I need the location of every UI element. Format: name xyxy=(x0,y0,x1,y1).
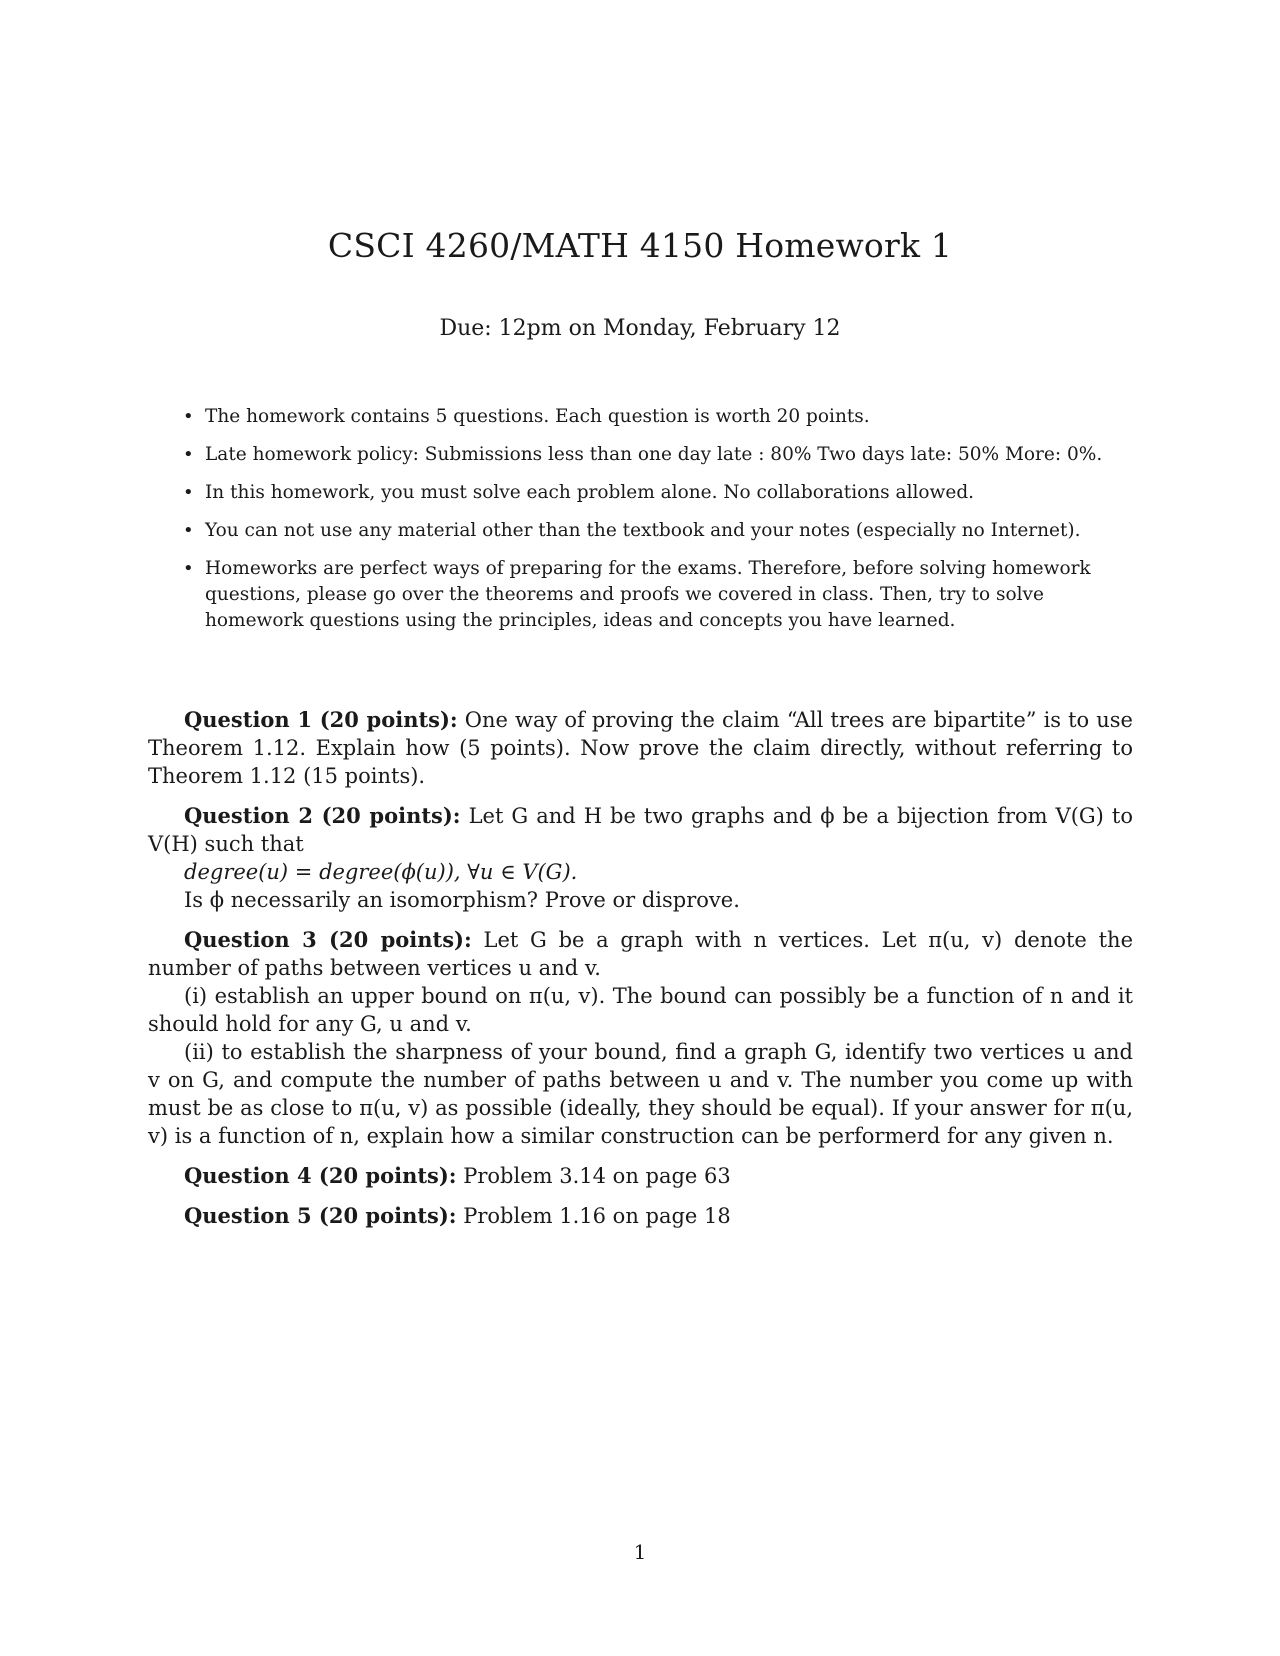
question-text: Problem 3.14 on page 63 xyxy=(463,1164,731,1188)
question-4 xyxy=(148,1162,1133,1190)
question-3 xyxy=(148,926,1133,1150)
rule-item xyxy=(183,404,1133,430)
question-heading: Question 1 (20 points): xyxy=(184,707,458,732)
question-followup: Is ϕ necessarily an isomorphism? Prove or disprove. xyxy=(184,888,740,912)
question-1 xyxy=(148,706,1133,790)
question-2 xyxy=(148,802,1133,914)
rule-text: Homeworks are perfect ways of preparing for the exams. Therefore, before solving homework questions, please go over the theorems and proofs we covered in class. Then, try to solve homework questions using the principles, ideas and concepts you have learned. xyxy=(205,558,1091,631)
rules-list xyxy=(183,404,1133,646)
bullet-icon: • xyxy=(183,482,194,503)
page-number: 1 xyxy=(633,1540,647,1564)
question-5 xyxy=(148,1202,1133,1230)
question-text: Let G and H be two graphs and ϕ be a bijection from V(G) to V(H) such that xyxy=(148,804,1133,856)
bullet-icon: • xyxy=(183,444,194,465)
question-text: Let G be a graph with n vertices. Let π(u, v) denote the number of paths between vertices u and v. xyxy=(148,928,1133,980)
page-title: CSCI 4260/MATH 4150 Homework 1 xyxy=(327,226,953,265)
bullet-icon: • xyxy=(183,558,194,579)
question-part-i: (i) establish an upper bound on π(u, v). The bound can possibly be a function of n and it should hold for any G, u and v. xyxy=(148,984,1133,1036)
rule-text: You can not use any material other than the textbook and your notes (especially no Internet). xyxy=(205,520,1081,541)
question-heading: Question 4 (20 points): xyxy=(184,1163,457,1188)
question-heading: Question 5 (20 points): xyxy=(184,1203,457,1228)
questions-section xyxy=(148,706,1133,1242)
question-part-ii: (ii) to establish the sharpness of your bound, find a graph G, identify two vertices u and v on G, and compute the number of paths between u and v. The number you come up with must be as close to π(u, v) as possible (ideally, they should be equal). If your answer for π(u, v) is a function of n, explain how a similar construction can be performerd for any given n. xyxy=(148,1040,1133,1148)
rule-item xyxy=(183,518,1133,544)
question-text: One way of proving the claim “All trees are bipartite” is to use Theorem 1.12. Explain how (5 points). Now prove the claim directly, without referring to Theorem 1.12 (15 points). xyxy=(148,708,1133,788)
due-date: Due: 12pm on Monday, February 12 xyxy=(439,316,841,341)
question-heading: Question 2 (20 points): xyxy=(184,803,461,828)
rule-item xyxy=(183,480,1133,506)
question-text: Problem 1.16 on page 18 xyxy=(463,1204,731,1228)
question-heading: Question 3 (20 points): xyxy=(184,927,472,952)
rule-item xyxy=(183,556,1133,634)
rule-text: The homework contains 5 questions. Each question is worth 20 points. xyxy=(205,406,870,427)
bullet-icon: • xyxy=(183,520,194,541)
rule-item xyxy=(183,442,1133,468)
rule-text: Late homework policy: Submissions less than one day late : 80% Two days late: 50% More: 0%. xyxy=(205,444,1103,465)
bullet-icon: • xyxy=(183,406,194,427)
rule-text: In this homework, you must solve each problem alone. No collaborations allowed. xyxy=(205,482,975,503)
degree-formula: degree(u) = degree(ϕ(u)), ∀u ∈ V(G). xyxy=(184,860,578,884)
